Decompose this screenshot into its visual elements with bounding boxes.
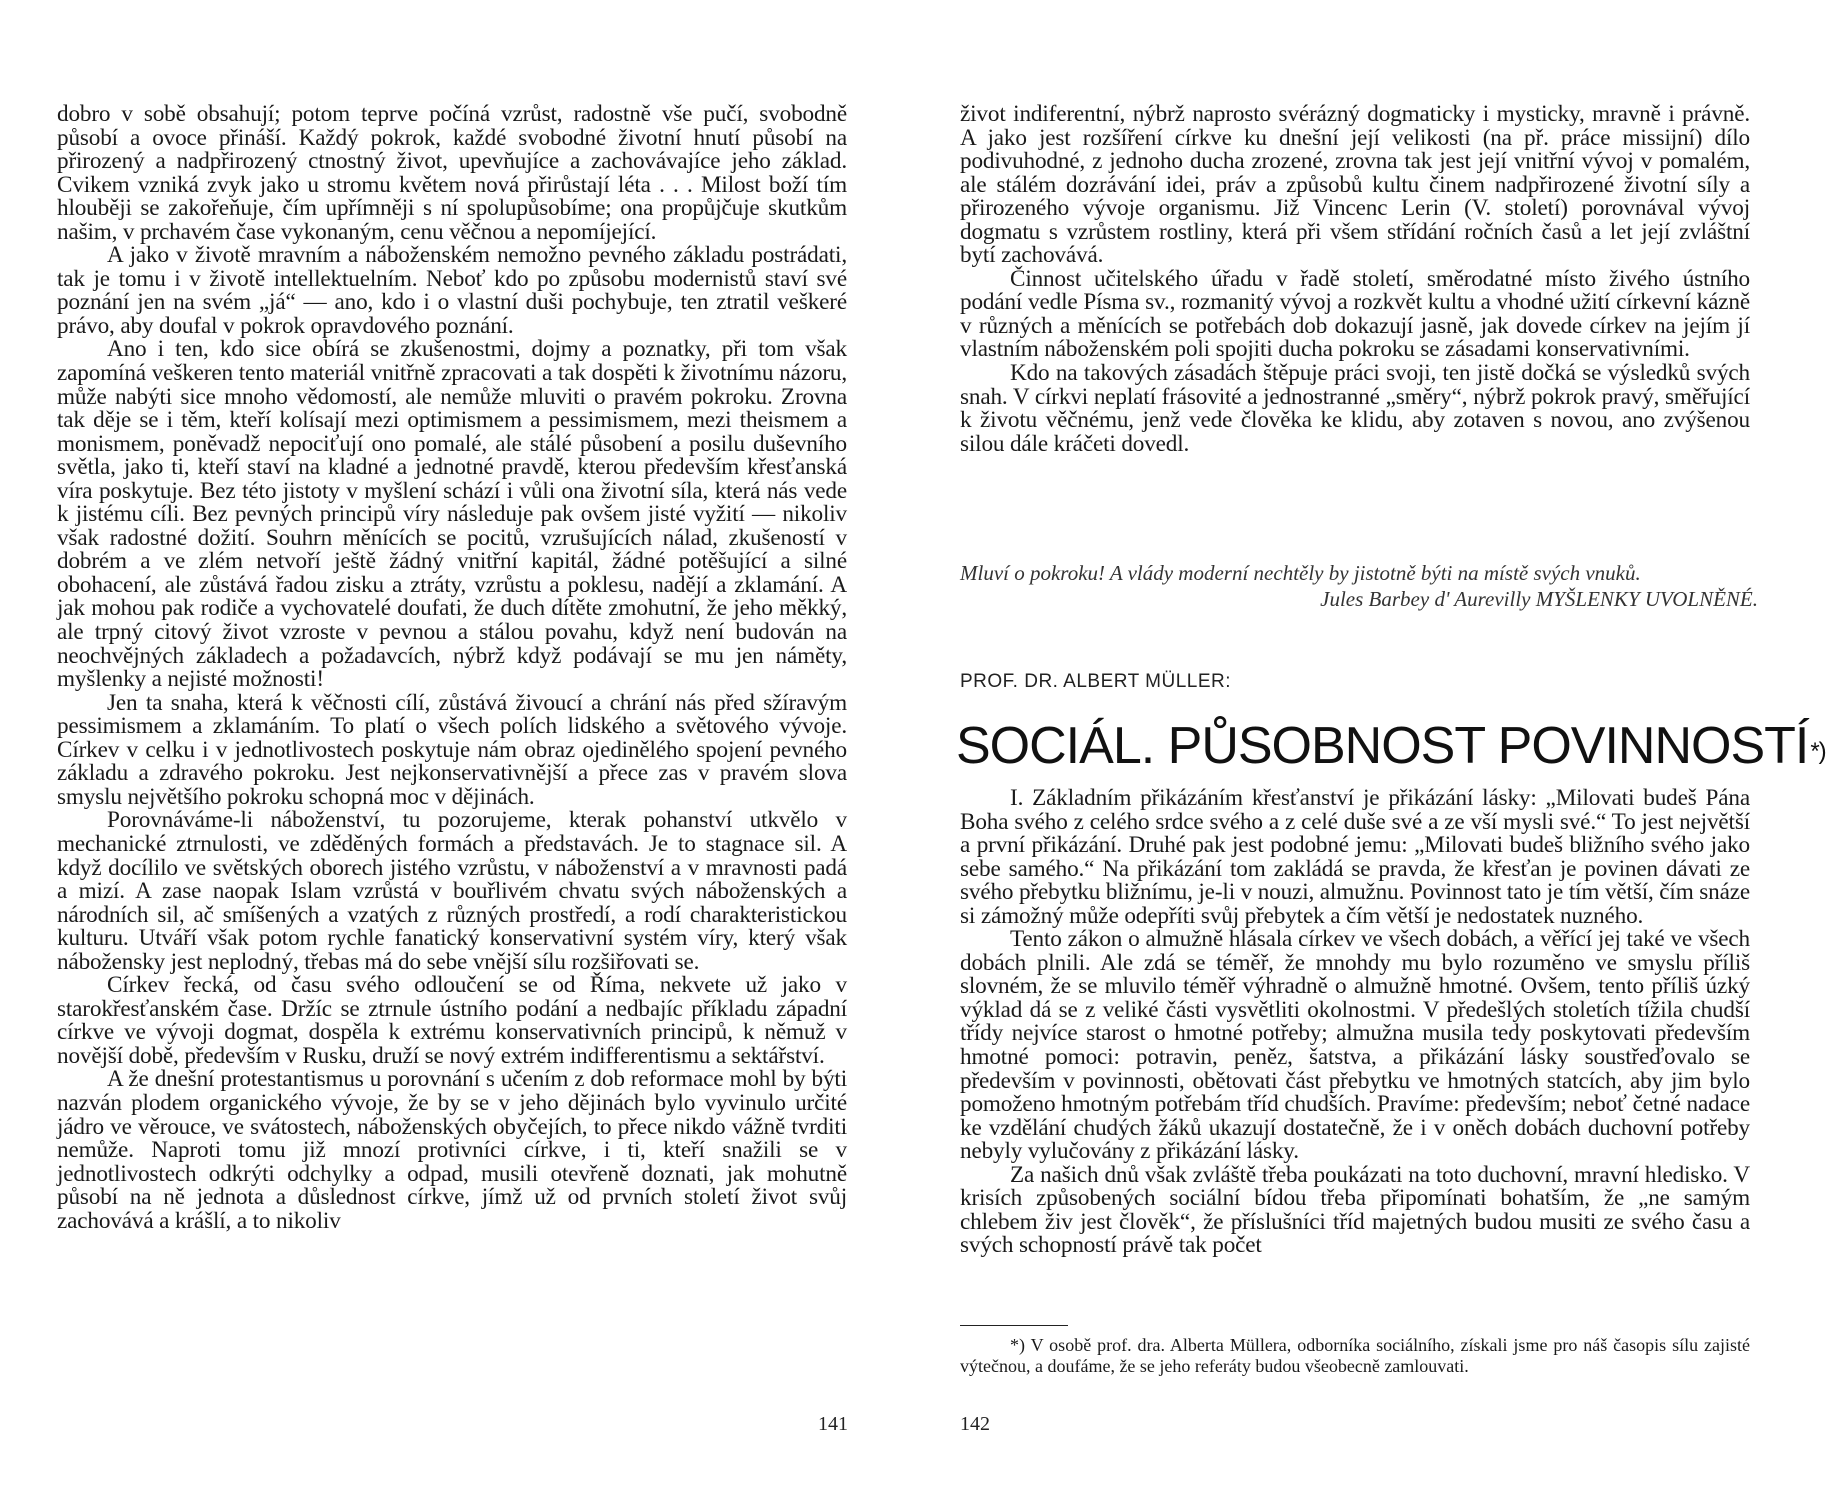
article-body bbox=[960, 787, 1750, 1258]
paragraph: Církev řecká, od času svého odloučení se od Říma, nekvete už jako v starokřesťanském čase. Držíc se ztrnule ústního podání a nedbajíc příkladu západní církve ve vývoji dogmat, dospěla k extrému konservativních principů, k němuž v novější době, především v Rusku, druží se nový extrém indifferentismu a sektářství. bbox=[57, 972, 847, 1069]
paragraph: Ano i ten, kdo sice obírá se zkušenostmi, dojmy a poznatky, při tom však zapomíná veškeren tento materiál vnitřně zpracovati a tak dospěti k životnímu názoru, může nabýti sice mnoho vědomostí, ale nemůže mluviti o pravém pokroku. Zrovna tak děje se i těm, kteří kolísají mezi optimismem a pessimismem, mezi theismem a monismem, poněvadž nepociťují ono pomalé, ale stálé působení a posilu duševního světla, jako ti, kteří staví na kladné a jednotné pravdě, kterou především křesťanská víra poskytuje. Bez této jistoty v myšlení schází i vůli ona životní síla, která nás vede k jistému cíli. Bez pevných principů víry následuje pak ovšem jisté vyžití — nikoliv však radostné dožití. Souhrn měnících se pocitů, vzrušujících nálad, zkušeností v dobrém a ve zlém netvoří ještě žádný vnitřní kapitál, žádné potěšující a silné obohacení, ale zůstává řadou zisku a ztráty, vzrůstu a poklesu, nadějí a zklamání. A jak mohou pak rodiče a vychovatelé doufati, že duch dítěte zmohutní, že jeho měkký, ale trpný citový život vzroste v pevnou a stálou povahu, když není budován na neochvějných základech a požadavcích, nýbrž když podávají se mu jen náměty, myšlenky a nejisté možnosti! bbox=[57, 336, 847, 693]
paragraph: A že dnešní protestantismus u porovnání s učením z dob reformace mohl by býti nazván plodem organického vývoje, že by se v jeho dějinách bylo vyvinulo určité jádro ve věrouce, ve svátostech, náboženských obyčejích, to přece nikdo vážně tvrditi nemůže. Naproti tomu již mnozí protivníci církve, i ti, kteří snažili se v jednotlivostech odkrýti odchylky a odpad, musili otevřeně doznati, jak mohutně působí na ně jednota a důslednost církve, jímž už od prvních století život svůj zachovává a krášlí, a to nikoliv bbox=[57, 1066, 847, 1234]
paragraph: I. Základním přikázáním křesťanství je přikázání lásky: „Milovati budeš Pána Boha svého z celého srdce svého a z celé duše své a ze vší mysli své.“ To jest největší a první přikázání. Druhé pak jest podobné jemu: „Milovati budeš bližního svého jako sebe samého.“ Na přikázání tom zakládá se pravda, že křesťan je povinen dávati ze svého přebytku bližnímu, je-li v nouzi, almužnu. Povinnost tato je tím větší, čím snáze si zámožný může odepříti svůj přebytek a čím větší je nedostatek nuzného. bbox=[960, 785, 1750, 929]
paragraph: Za našich dnů však zvláště třeba poukázati na toto duchovní, mravní hledisko. V krisích způsobených sociální bídou třeba připomínati bohatším, že „ne samým chlebem živ jest člověk“, že příslušníci tříd majetných budou musiti ze svého času a svých schopností právě tak počet bbox=[960, 1161, 1750, 1259]
paragraph: život indiferentní, nýbrž naprosto svérázný dogmaticky i mysticky, mravně i právně. A jako jest rozšíření církve ku dnešní její velikosti (na př. práce missijní) dílo podivuhodné, z jednoho ducha zrozené, zrovna tak jest její vnitřní vývoj v pomalém, ale stálém dozrávání idei, práv a způsobů kultu činem nadpřirozené životní síly a přirozeného vývoje organismu. Již Vincenc Lerin (V. století) porovnával vývoj dogmatu s vzrůstem rostliny, která při všem střídání ročních časů a let její zvláštní bytí zachovává. bbox=[960, 101, 1750, 269]
footnote-marker: *) bbox=[1810, 738, 1826, 765]
paragraph: A jako v životě mravním a náboženském nemožno pevného základu postrádati, tak je tomu i v životě intellektuelním. Neboť kdo po způsobu modernistů staví své poznání jen na svém „já“ — ano, kdo i o vlastní duši pochybuje, ten ztratil veškeré právo, aby doufal v pokrok opravdového poznání. bbox=[57, 242, 847, 339]
footnote: *) V osobě prof. dra. Alberta Müllera, odborníka sociálního, získali jsme pro náš časopis sílu zajisté výtečnou, a doufáme, že se jeho referáty budou všeobecně zamlouvati. bbox=[960, 1335, 1750, 1376]
epigraph-quote: Mluví o pokroku! A vlády moderní nechtěly by jistotně býti na místě svých vnuků. bbox=[960, 561, 1641, 585]
right-page bbox=[898, 0, 1826, 1500]
paragraph: Tento zákon o almužně hlásala církev ve všech dobách, a věřící jej také ve všech dobách plnili. Ale zdá se téměř, že mnohdy mu bylo rozuměno ve smyslu příliš slovném, že se mluvilo téměř výhradně o almužně hmotné. Ovšem, tento příliš úzký výklad dá se z veliké části vysvětliti okolnostmi. V předešlých stoletích tížila chudší třídy nejvíce starost o hmotné potřeby; almužna musila tedy poskytovati především hmotné pomoci: potravin, peněz, šatstva, a přikázání lásky soustřeďovalo se především v povinnosti, obětovati část přebytku ve hmotných statcích, aby jim bylo pomoženo hmotným potřebám tříd chudších. Pravíme: především; neboť četné nadace ke vzdělání chudých žáků ukazují dostatečně, že i v oněch dobách duchovní potřeby nebyly vylučovány z přikázání lásky. bbox=[960, 926, 1750, 1165]
page-number: 141 bbox=[818, 1413, 848, 1435]
epigraph bbox=[960, 560, 1758, 612]
paragraph: dobro v sobě obsahují; potom teprve počíná vzrůst, radostně vše pučí, svobodně působí a ovoce přináší. Každý pokrok, každé svobodné životní hnutí působí na přirozený a nadpřirozený ctnostný život, upevňujíce a zachovávajíce jeho základ. Cvikem vzniká zvyk jako u stromu květem nová přirůstají léta . . . Milost boží tím hlouběji se zakořeňuje, čím upřímněji s ní spolupůsobíme; ona propůjčuje skutkům našim, v prchavém čase vykonaným, cenu věčnou a nepomíjející. bbox=[57, 101, 847, 245]
paragraph: Porovnáváme-li náboženství, tu pozorujeme, kterak pohanství utkvělo v mechanické ztrnulosti, ve zděděných formách a představách. Je to stagnace sil. A když docílilo ve světských oborech jistého vzrůstu, v náboženství a v mravnosti padá a mizí. A zase naopak Islam vzrůstá v bouřlivém chvatu svých náboženských a národních sil, ač smíšených a vzatých z různých prostředí, a rodí charakteristickou kulturu. Utváří však potom rychle fanatický konservativní systém víry, který však nábožensky jest neplodný, třebas má do sebe vnější sílu rozšiřovati se. bbox=[57, 807, 847, 975]
article-title bbox=[956, 716, 1826, 776]
epigraph-attribution: Jules Barbey d' Aurevilly MYŠLENKY UVOLNĚNÉ. bbox=[1320, 587, 1758, 611]
right-page-text bbox=[960, 103, 1750, 456]
paragraph: Jen ta snaha, která k věčnosti cílí, zůstává živoucí a chrání nás před sžíravým pessimismem a zklamáním. To platí o všech polích lidského a světového vývoje. Církev v celku i v jednotlivostech poskytuje nám obraz ojedinělého spojení pevného základu a zdravého pokroku. Jest nejkonservativnější a přece zas v pravém slova smyslu největšího pokroku schopná moc v dějinách. bbox=[57, 689, 847, 810]
article-author: PROF. DR. ALBERT MÜLLER: bbox=[960, 671, 1232, 692]
page-number: 142 bbox=[960, 1413, 990, 1435]
paragraph: Kdo na takových zásadách štěpuje práci svoji, ten jistě dočká se výsledků svých snah. V církvi neplatí frásovité a jednostranné „směry“, nýbrž pokrok pravý, směřující k životu věčnému, jenž vede člověka ke klidu, aby zotaven s novou, ano zvýšenou silou dále kráčeti dovedl. bbox=[960, 360, 1750, 457]
article-title-text: SOCIÁL. PŮSOBNOST POVINNOSTÍ bbox=[956, 717, 1809, 775]
left-page bbox=[0, 0, 898, 1500]
footnote-divider bbox=[960, 1325, 1068, 1326]
left-page-text bbox=[57, 103, 847, 1233]
paragraph: Činnost učitelského úřadu v řadě století, směrodatné místo živého ústního podání vedle Písma sv., rozmanitý vývoj a rozkvět kultu a vhodné užití církevní kázně v různých a měnících se potřebách dob dokazují jasně, jak dovede církev na jejím jí vlastním náboženském poli spojiti ducha pokroku se zásadami konservativními. bbox=[960, 265, 1750, 363]
